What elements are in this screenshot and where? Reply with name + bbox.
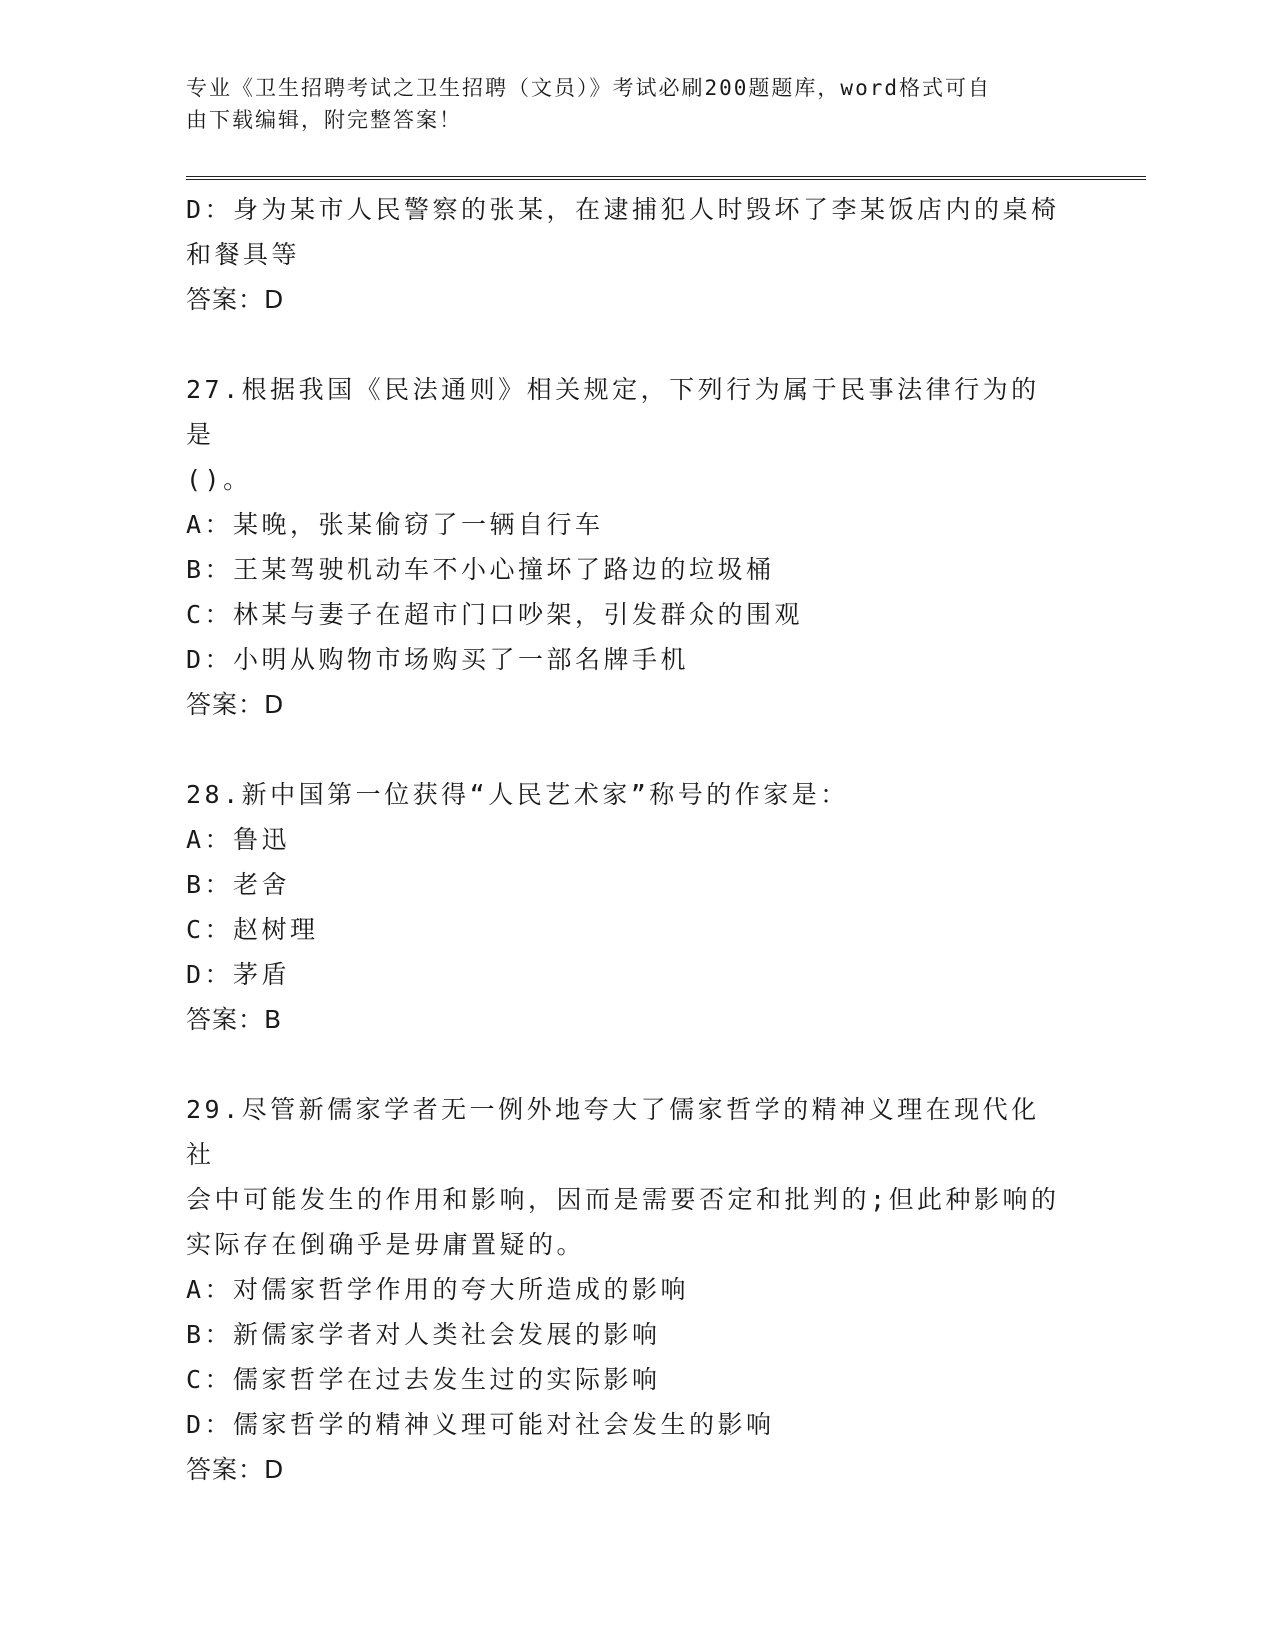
question-28 xyxy=(186,772,1066,1042)
answer-line: 答案：D xyxy=(186,690,285,719)
option-d: D：儒家哲学的精神义理可能对社会发生的影响 xyxy=(186,1410,775,1439)
previous-question-tail xyxy=(186,187,1066,322)
header-line-1: 专业《卫生招聘考试之卫生招聘（文员）》考试必刷200题题库，word格式可自 xyxy=(186,76,991,100)
option-d: D：身为某市人民警察的张某，在逮捕犯人时毁坏了李某饭店内的桌椅 xyxy=(186,195,1060,224)
question-stem-continued: ()。 xyxy=(186,465,252,494)
question-content xyxy=(186,187,1066,1492)
option-c: C：林某与妻子在超市门口吵架，引发群众的围观 xyxy=(186,600,804,629)
question-stem: 28.新中国第一位获得“人民艺术家”称号的作家是： xyxy=(186,780,849,809)
option-d-continued: 和餐具等 xyxy=(186,240,301,269)
answer-line: 答案：B xyxy=(186,1005,283,1034)
question-27 xyxy=(186,367,1066,727)
question-29 xyxy=(186,1087,1066,1492)
option-a: A：对儒家哲学作用的夸大所造成的影响 xyxy=(186,1275,690,1304)
question-stem-continued: 会中可能发生的作用和影响，因而是需要否定和批判的;但此种影响的 xyxy=(186,1185,1060,1214)
option-b: B：王某驾驶机动车不小心撞坏了路边的垃圾桶 xyxy=(186,555,775,584)
question-stem-continued: 实际存在倒确乎是毋庸置疑的。 xyxy=(186,1230,586,1259)
option-d: D：小明从购物市场购买了一部名牌手机 xyxy=(186,645,690,674)
answer-line: 答案：D xyxy=(186,285,285,314)
document-header xyxy=(186,72,1066,136)
question-stem: 29.尽管新儒家学者无一例外地夸大了儒家哲学的精神义理在现代化社 xyxy=(186,1095,1040,1169)
question-stem: 27.根据我国《民法通则》相关规定，下列行为属于民事法律行为的是 xyxy=(186,375,1040,449)
option-a: A：某晚，张某偷窃了一辆自行车 xyxy=(186,510,604,539)
option-b: B：老舍 xyxy=(186,870,291,899)
option-b: B：新儒家学者对人类社会发展的影响 xyxy=(186,1320,661,1349)
option-c: C：儒家哲学在过去发生过的实际影响 xyxy=(186,1365,661,1394)
header-divider xyxy=(186,176,1146,180)
option-d: D：茅盾 xyxy=(186,960,291,989)
header-line-2: 由下载编辑，附完整答案！ xyxy=(186,108,462,132)
option-c: C：赵树理 xyxy=(186,915,319,944)
option-a: A：鲁迅 xyxy=(186,825,291,854)
answer-line: 答案：D xyxy=(186,1455,285,1484)
